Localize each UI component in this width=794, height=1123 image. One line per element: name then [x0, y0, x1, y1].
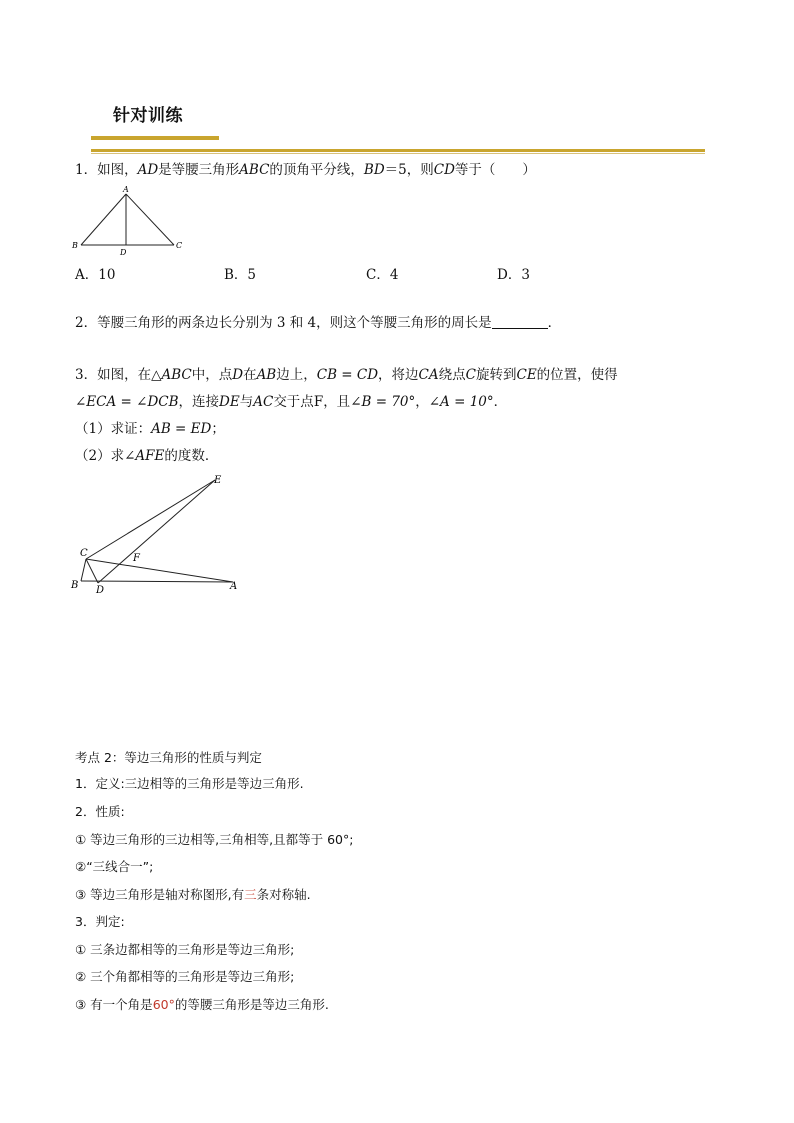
- q3-sub2-text: （2）求: [75, 448, 125, 464]
- q3-math: F: [313, 394, 324, 410]
- property-3-text: ③ 等边三角形是轴对称图形,有: [75, 887, 245, 902]
- q3-text: 边上，: [276, 367, 317, 383]
- q3-math: D: [232, 367, 244, 383]
- q2-text: 2．等腰三角形的两条边长分别为 3 和 4，则这个等腰三角形的周长是: [75, 315, 492, 331]
- header-rule: [91, 149, 705, 152]
- q3-text: ，将边: [378, 367, 419, 383]
- section2-property-3: [75, 885, 311, 905]
- section2-property-1: ① 等边三角形的三边相等,三角相等,且都等于 60°;: [75, 832, 354, 847]
- q3-segment-ca: [86, 559, 233, 582]
- section2-judgement-3: [75, 995, 329, 1015]
- q1-label-b: B: [72, 241, 78, 250]
- section2-judgement-title: 3．判定:: [75, 914, 125, 929]
- q3-math: CE: [516, 367, 537, 383]
- q3-math: DE: [219, 394, 240, 410]
- q1-option-c[interactable]: C．4: [366, 267, 399, 283]
- q3-math: CA: [418, 367, 439, 383]
- q1-var: CD: [433, 162, 455, 178]
- q3-sub2-math: ∠AFE: [124, 448, 165, 464]
- q1-text: 等于（ ）: [454, 162, 536, 178]
- q1-option-b[interactable]: B．5: [224, 267, 257, 283]
- q3-math: AC: [253, 394, 274, 410]
- q3-text: 中，点: [191, 367, 233, 383]
- q3-label-c: C: [80, 548, 88, 559]
- q2-answer-blank[interactable]: [492, 314, 548, 329]
- q1-var: BD: [363, 162, 385, 178]
- judgement-3-text: ③ 有一个角是: [75, 997, 153, 1012]
- q2-text-end: ．: [547, 315, 562, 331]
- q1-label-d: D: [120, 248, 127, 256]
- q1-var: AD: [137, 162, 159, 178]
- q3-segment-ba: [81, 581, 233, 582]
- q1-text: 是等腰三角形: [158, 162, 240, 178]
- q3-text: ，连接: [178, 394, 220, 410]
- q1-side-ab: [81, 194, 126, 245]
- question-3-line1: [75, 365, 618, 385]
- q3-math: C: [465, 367, 476, 383]
- q1-text: ＝5，则: [384, 162, 434, 178]
- q3-text: 3．如图，在: [75, 367, 152, 383]
- q3-figure: [66, 470, 256, 600]
- section2-title: 考点 2：等边三角形的性质与判定: [75, 750, 262, 765]
- question-2: [75, 313, 561, 333]
- question-3-part1: [75, 419, 225, 439]
- section-heading: 针对训练: [113, 106, 183, 126]
- q3-math: AB: [256, 367, 277, 383]
- section2-properties-title: 2．性质:: [75, 804, 125, 819]
- q3-sub1-text: ；: [211, 421, 225, 437]
- heading-underline: [91, 136, 219, 140]
- section2-judgement-1: ① 三条边都相等的三角形是等边三角形;: [75, 942, 295, 957]
- q3-label-e: E: [214, 475, 222, 486]
- q1-number: 1．: [75, 162, 98, 178]
- question-3-line2: [75, 392, 507, 412]
- q3-segment-cd: [86, 559, 98, 583]
- q3-label-b: B: [71, 580, 79, 591]
- q3-sub1-math: AB = ED: [151, 421, 212, 437]
- q3-segment-ce: [86, 480, 215, 559]
- section2-definition: 1．定义:三边相等的三角形是等边三角形.: [75, 776, 304, 791]
- q3-math: ∠A = 10°: [428, 394, 494, 410]
- question-3-part2: [75, 446, 218, 466]
- q3-text: 交于点: [273, 394, 314, 410]
- judgement-3-text-end: 的等腰三角形是等边三角形.: [174, 997, 329, 1012]
- q3-text: 在: [243, 367, 257, 383]
- q3-math: △ABC: [151, 367, 192, 383]
- property-3-highlight: 三: [244, 887, 257, 902]
- q3-text: ，且: [323, 394, 351, 410]
- q3-text: ，: [415, 394, 429, 410]
- q1-label-c: C: [176, 241, 183, 250]
- q3-label-f: F: [133, 553, 140, 564]
- q1-text: 的顶角平分线，: [269, 162, 364, 178]
- q1-side-ac: [126, 194, 174, 245]
- question-1: [75, 160, 536, 180]
- q1-var: ABC: [239, 162, 270, 178]
- header-rule-thin: [91, 153, 705, 154]
- q3-math: ∠ECA = ∠DCB: [75, 394, 179, 410]
- q1-figure: [70, 184, 195, 256]
- q3-sub2-text: 的度数．: [164, 448, 219, 464]
- section2-property-2: ②“三线合一”;: [75, 859, 154, 874]
- q1-text: 如图，: [97, 162, 138, 178]
- q3-text: ．: [493, 394, 508, 410]
- property-3-text-end: 条对称轴.: [256, 887, 311, 902]
- q3-sub1-text: （1）求证：: [75, 421, 152, 437]
- judgement-3-highlight: 60°: [152, 997, 175, 1012]
- q3-text: 与: [239, 394, 254, 410]
- q1-option-d[interactable]: D．3: [497, 267, 530, 283]
- q3-segment-cb: [81, 559, 86, 581]
- q1-option-a[interactable]: A．10: [75, 267, 116, 283]
- q3-math: ∠B = 70°: [350, 394, 416, 410]
- q3-text: 的位置，使得: [536, 367, 618, 383]
- q3-text: 绕点: [438, 367, 466, 383]
- q3-math: CB = CD: [316, 367, 379, 383]
- q3-label-d: D: [96, 585, 105, 596]
- q3-text: 旋转到: [475, 367, 517, 383]
- section2-judgement-2: ② 三个角都相等的三角形是等边三角形;: [75, 969, 295, 984]
- q1-label-a: A: [123, 185, 129, 194]
- q3-segment-de: [98, 480, 215, 583]
- q3-label-a: A: [230, 581, 238, 592]
